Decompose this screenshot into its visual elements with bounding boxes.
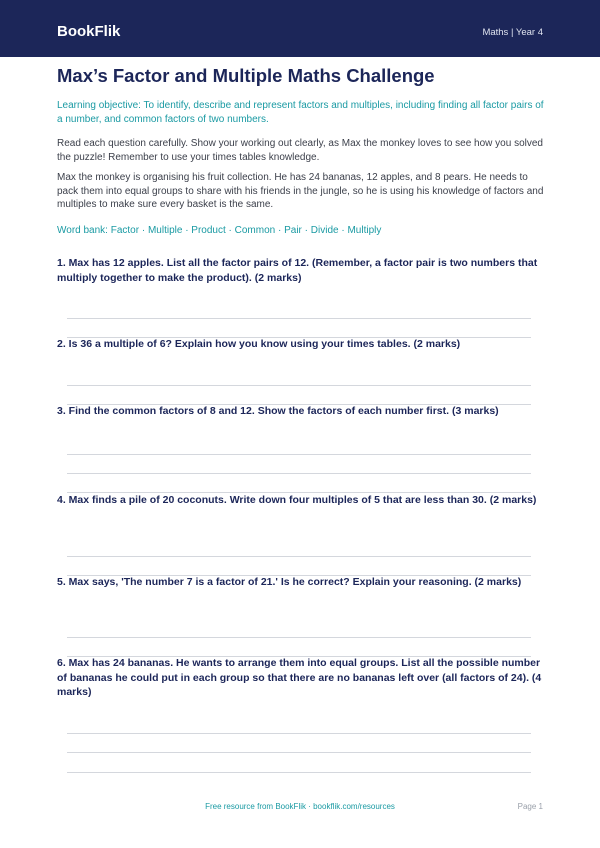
- answer-line[interactable]: [67, 637, 531, 638]
- question-2: 2. Is 36 a multiple of 6? Explain how you know using your times tables. (2 marks): [57, 338, 461, 350]
- footer-credit: Free resource from BookFlik · bookflik.com/resources: [205, 802, 395, 811]
- answer-line[interactable]: [67, 318, 531, 319]
- brand-logo: BookFlik: [57, 23, 121, 40]
- learning-objective: Learning objective: To identify, describe and represent factors and multiples, including finding all factor pairs of a number, and common factors of two numbers.: [57, 100, 544, 125]
- page-number: Page 1: [517, 802, 543, 811]
- question-3: 3. Find the common factors of 8 and 12. Show the factors of each number first. (3 marks): [57, 405, 499, 417]
- instructions-paragraph: Read each question carefully. Show your working out clearly, as Max the monkey loves to see how you solved the puzzle! Remember to use your times tables knowledge.: [57, 138, 543, 163]
- question-6: 6. Max has 24 bananas. He wants to arrange them into equal groups. List all the possible number of bananas he could put in each group so that there are no bananas left over (all factors of 24). (4 marks): [57, 657, 542, 698]
- answer-line[interactable]: [67, 454, 531, 455]
- answer-line[interactable]: [67, 772, 531, 773]
- subject-year-label: Maths | Year 4: [482, 27, 543, 38]
- header-bar: [0, 0, 600, 57]
- answer-line[interactable]: [67, 473, 531, 474]
- answer-line[interactable]: [67, 385, 531, 386]
- answer-line[interactable]: [67, 752, 531, 753]
- question-1: 1. Max has 12 apples. List all the factor pairs of 12. (Remember, a factor pair is two numbers that multiply together to make the product). (2 marks): [57, 257, 538, 284]
- worksheet-title: Max’s Factor and Multiple Maths Challenge: [57, 65, 435, 86]
- story-paragraph: Max the monkey is organising his fruit collection. He has 24 bananas, 12 apples, and 8 pears. He needs to pack them into equal groups to share with his friends in the jungle, so he is using his knowledge of factors and multiples to make sure every basket is the same.: [57, 172, 544, 210]
- question-4: 4. Max finds a pile of 20 coconuts. Write down four multiples of 5 that are less than 30. (2 marks): [57, 494, 537, 506]
- question-5: 5. Max says, 'The number 7 is a factor of 21.' Is he correct? Explain your reasoning. (2 marks): [57, 576, 522, 588]
- answer-line[interactable]: [67, 556, 531, 557]
- answer-line[interactable]: [67, 733, 531, 734]
- word-bank: Word bank: Factor · Multiple · Product · Common · Pair · Divide · Multiply: [57, 225, 382, 236]
